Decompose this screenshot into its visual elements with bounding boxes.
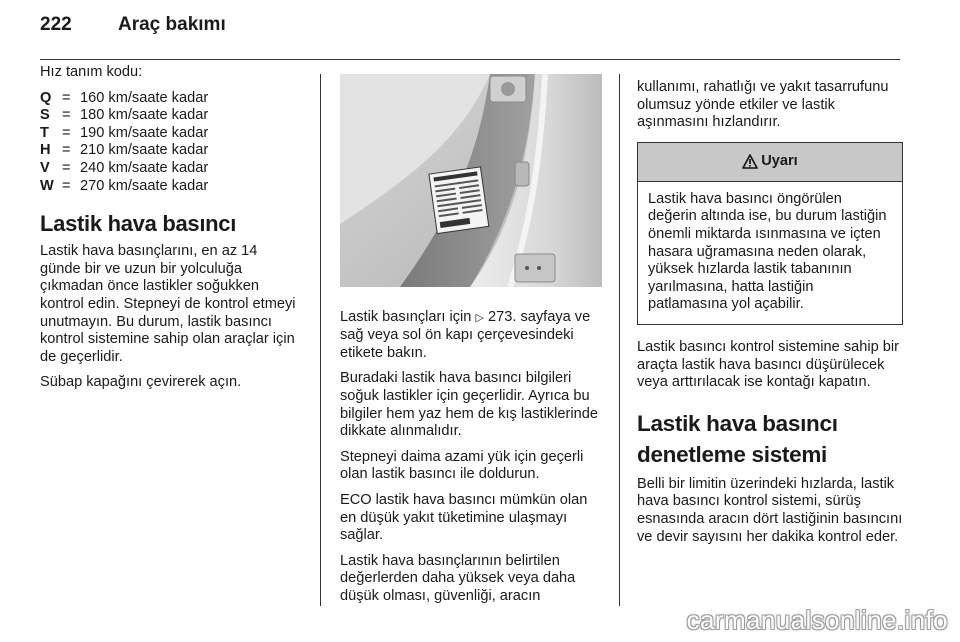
door-frame-label-photo (340, 74, 602, 287)
speed-code-row (40, 90, 302, 108)
paragraph: Belli bir limitin üzerindeki hızlarda, lastik hava basıncı kontrol sistemi, sürüş esnasında aracın dört lastiğinin basıncını ve devir sayısını her dakika kontrol eder. (637, 475, 903, 545)
paragraph: Stepneyi daima azami yük için geçerli olan lastik basıncı ile doldurun. (340, 448, 584, 483)
speed-code-value: 160 km/saate kadar (80, 89, 209, 106)
speed-code-equals: = (62, 124, 71, 141)
paragraph: Lastik hava basınçlarının belirtilen değerlerden daha yüksek veya daha düşük olması, güvenliği, aracın (340, 552, 576, 604)
column-middle (340, 64, 606, 614)
speed-code-equals: = (62, 107, 71, 124)
speed-code-equals: = (62, 159, 71, 176)
paragraph (340, 309, 606, 363)
watermark: carmanualsonline.info (686, 605, 948, 635)
speed-code-row (40, 160, 302, 178)
speed-code-letter: T (40, 124, 49, 141)
speed-code-value: 270 km/saate kadar (80, 177, 209, 194)
paragraph: Sübap kapağını çevirerek açın. (40, 374, 242, 391)
paragraph: Lastik hava basınçlarını, en az 14 günde bir ve uzun bir yolculuğa çıkmadan önce lastikler soğukken kontrol edin. Stepneyi de kontrol etmeyi unutmayın. Bu durum, lastik basıncı kontrol sistemine sahip olan araçlar için de geçerlidir. (40, 243, 296, 365)
speed-code-value: 190 km/saate kadar (80, 124, 209, 141)
warning-title: Uyarı (761, 152, 798, 169)
speed-code-letter: S (40, 107, 50, 124)
warning-box (637, 142, 903, 325)
column-divider (619, 74, 620, 606)
paragraph: ECO lastik hava basıncı mümkün olan en düşük yakıt tüketimine ulaşmayı sağlar. (340, 491, 588, 544)
speed-code-equals: = (62, 177, 71, 194)
page-reference-arrow-icon: ▷ (475, 311, 484, 324)
paragraph: Lastik basıncı kontrol sistemine sahip bir araçta lastik hava basıncı düşürülecek veya arttırılacak ise kontağı kapatın. (637, 338, 899, 391)
speed-code-letter: W (40, 177, 54, 194)
header-divider (40, 59, 900, 60)
column-right (637, 64, 903, 554)
page-header (40, 14, 226, 48)
paragraph: Buradaki lastik hava basıncı bilgileri soğuk lastikler için geçerlidir. Ayrıca bu bilgiler hem yaz hem de kış lastiklerinde dikkate alınmalıdır. (340, 370, 598, 440)
speed-code-letter: H (40, 142, 51, 159)
warning-triangle-icon (742, 154, 758, 169)
page-number: 222 (40, 14, 72, 35)
speed-code-row (40, 142, 302, 160)
column-divider (320, 74, 321, 606)
speed-code-value: 240 km/saate kadar (80, 159, 209, 176)
speed-code-value: 180 km/saate kadar (80, 107, 209, 124)
speed-code-equals: = (62, 89, 71, 106)
speed-code-row (40, 125, 302, 143)
speed-code-equals: = (62, 142, 71, 159)
speed-code-letter: Q (40, 89, 52, 106)
warning-text: Lastik hava basıncı öngörülen değerin altında ise, bu durum lastiğin önemli miktarda ısınmasına ve içten hasara uğramasına neden olarak, yüksek hızlarda lastik tabanının yarılmasına, hatta lastiğin patlamasına yol açabilir. (648, 190, 887, 313)
warning-header (638, 143, 902, 182)
paragraph-text: Lastik basınçları için (340, 308, 476, 325)
section-heading-tire-pressure: Lastik hava basıncı (40, 211, 237, 237)
speed-code-row (40, 107, 302, 125)
paragraph: kullanımı, rahatlığı ve yakıt tasarrufunu olumsuz yönde etkiler ve lastik aşınmasını hızlandırır. (637, 79, 889, 131)
speed-code-value: 210 km/saate kadar (80, 142, 209, 159)
speed-code-table (40, 90, 302, 196)
speed-code-row (40, 178, 302, 196)
paragraph-text: 273. sayfaya ve sağ veya sol ön kapı çerçevesindeki etikete bakın. (340, 308, 591, 361)
speed-code-letter: V (40, 159, 50, 176)
page-title: Araç bakımı (118, 14, 226, 35)
section-heading-tpms: Lastik hava basıncı denetleme sistemi (637, 410, 838, 467)
speed-code-intro: Hız tanım kodu: (40, 64, 143, 80)
column-left (40, 64, 302, 400)
